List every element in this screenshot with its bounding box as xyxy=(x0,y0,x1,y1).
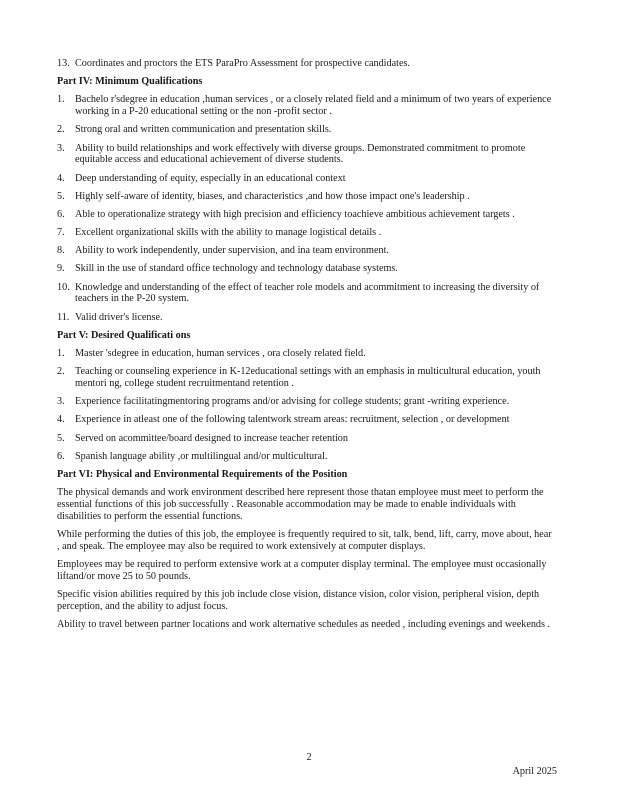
item-number: 5. xyxy=(57,190,65,202)
list-item xyxy=(57,245,553,257)
list-item xyxy=(57,348,553,360)
document-body xyxy=(57,58,553,637)
section-heading-desired-qualifications: Part V: Desired Qualificati ons xyxy=(57,329,191,341)
list-item xyxy=(57,433,553,445)
paragraph: While performing the duties of this job, the employee is frequently required to sit, talk, bend, lift, carry, move about, hear , and speak. The employee may also be required to work extensively at computer displays. xyxy=(57,528,552,552)
list-item xyxy=(57,143,553,167)
item-number: 4. xyxy=(57,172,65,184)
item-number: 3. xyxy=(57,396,65,408)
item-number: 13. xyxy=(57,58,70,69)
item-number: 2. xyxy=(57,366,65,378)
item-text: Valid driver's license. xyxy=(75,311,163,323)
section-heading-minimum-qualifications: Part IV: Minimum Qualifications xyxy=(57,76,203,88)
section-heading-physical-requirements: Part VI: Physical and Environmental Requirements of the Position xyxy=(57,468,348,480)
item-number: 11. xyxy=(57,311,70,323)
physical-requirements-text xyxy=(57,487,553,631)
item-number: 9. xyxy=(57,263,65,275)
list-item xyxy=(57,124,553,136)
paragraph: Ability to travel between partner locations and work alternative schedules as needed , including evenings and weekends . xyxy=(57,618,551,630)
paragraph: Specific vision abilities required by this job include close vision, distance vision, color vision, peripheral vision, depth perception, and the ability to adjust focus. xyxy=(57,588,540,612)
page-number: 2 xyxy=(306,752,312,763)
list-item xyxy=(57,396,553,408)
footer-date: April 2025 xyxy=(512,766,557,777)
item-number: 10. xyxy=(57,281,70,293)
list-item xyxy=(57,58,553,70)
item-number: 2. xyxy=(57,124,65,136)
item-number: 5. xyxy=(57,432,65,444)
item-number: 3. xyxy=(57,142,65,154)
item-text: Excellent organizational skills with the ability to manage logistical details . xyxy=(75,227,382,239)
item-text: Experience in atleast one of the following talentwork stream areas: recruitment, selection , or development xyxy=(75,414,510,426)
item-number: 6. xyxy=(57,450,65,462)
desired-qualifications-list xyxy=(57,348,553,463)
item-number: 4. xyxy=(57,414,65,426)
item-text: Ability to work independently, under supervision, and ina team environment. xyxy=(75,245,389,257)
item-text: Able to operationalize strategy with high precision and efficiency toachieve ambitious achievement targets . xyxy=(75,208,515,220)
item-number: 7. xyxy=(57,227,65,239)
item-text: Bachelo r'sdegree in education ,human services , or a closely related field and a minimum of two years of experience working in a P-20 educational setting or the non -profit sector . xyxy=(75,94,552,118)
paragraph: The physical demands and work environment described here represent those thatan employee must meet to perform the essential functions of this job successfully . Reasonable accommodation may be made to enable individuals with disabilities to perform the essential functions. xyxy=(57,487,544,522)
item-text: Teaching or counseling experience in K-12educational settings with an emphasis in multicultural education, youth mentori ng, college student recruitmentand retention . xyxy=(75,366,541,389)
item-text: Strong oral and written communication and presentation skills. xyxy=(75,124,332,136)
item-text: Ability to build relationships and work effectively with diverse groups. Demonstrated commitment to promote equitable access and educational achievement of diverse students. xyxy=(75,142,526,166)
item-text: Experience facilitatingmentoring programs and/or advising for college students; grant -writing experience. xyxy=(75,396,510,408)
list-item xyxy=(57,282,553,306)
item-number: 8. xyxy=(57,245,65,257)
item-number: 1. xyxy=(57,348,65,360)
item-text: Deep understanding of equity, especially in an educational context xyxy=(75,172,346,184)
item-text: Master 'sdegree in education, human services , ora closely related field. xyxy=(75,348,366,360)
item-number: 6. xyxy=(57,208,65,220)
item-text: Served on acommittee/board designed to increase teacher retention xyxy=(75,432,348,444)
list-item xyxy=(57,227,553,239)
item-text: Skill in the use of standard office technology and technology database systems. xyxy=(75,263,398,275)
list-item xyxy=(57,263,553,275)
list-item xyxy=(57,94,553,118)
item-number: 1. xyxy=(57,94,65,106)
list-item xyxy=(57,173,553,185)
list-item xyxy=(57,209,553,221)
list-item xyxy=(57,366,553,390)
list-item xyxy=(57,191,553,203)
item-text: Knowledge and understanding of the effect of teacher role models and acommitment to increasing the diversity of teachers in the P-20 system. xyxy=(75,281,540,305)
item-text: Spanish language ability ,or multilingual and/or multicultural. xyxy=(75,450,328,462)
list-item xyxy=(57,451,553,463)
item-text: Highly self-aware of identity, biases, and characteristics ,and how those impact one's leadership . xyxy=(75,190,470,202)
paragraph: Employees may be required to perform extensive work at a computer display terminal. The employee must occasionally liftand/or move 25 to 50 pounds. xyxy=(57,558,547,582)
list-item xyxy=(57,312,553,324)
minimum-qualifications-list xyxy=(57,94,553,323)
item-text: Coordinates and proctors the ETS ParaPro Assessment for prospective candidates. xyxy=(75,58,410,69)
list-item xyxy=(57,414,553,426)
